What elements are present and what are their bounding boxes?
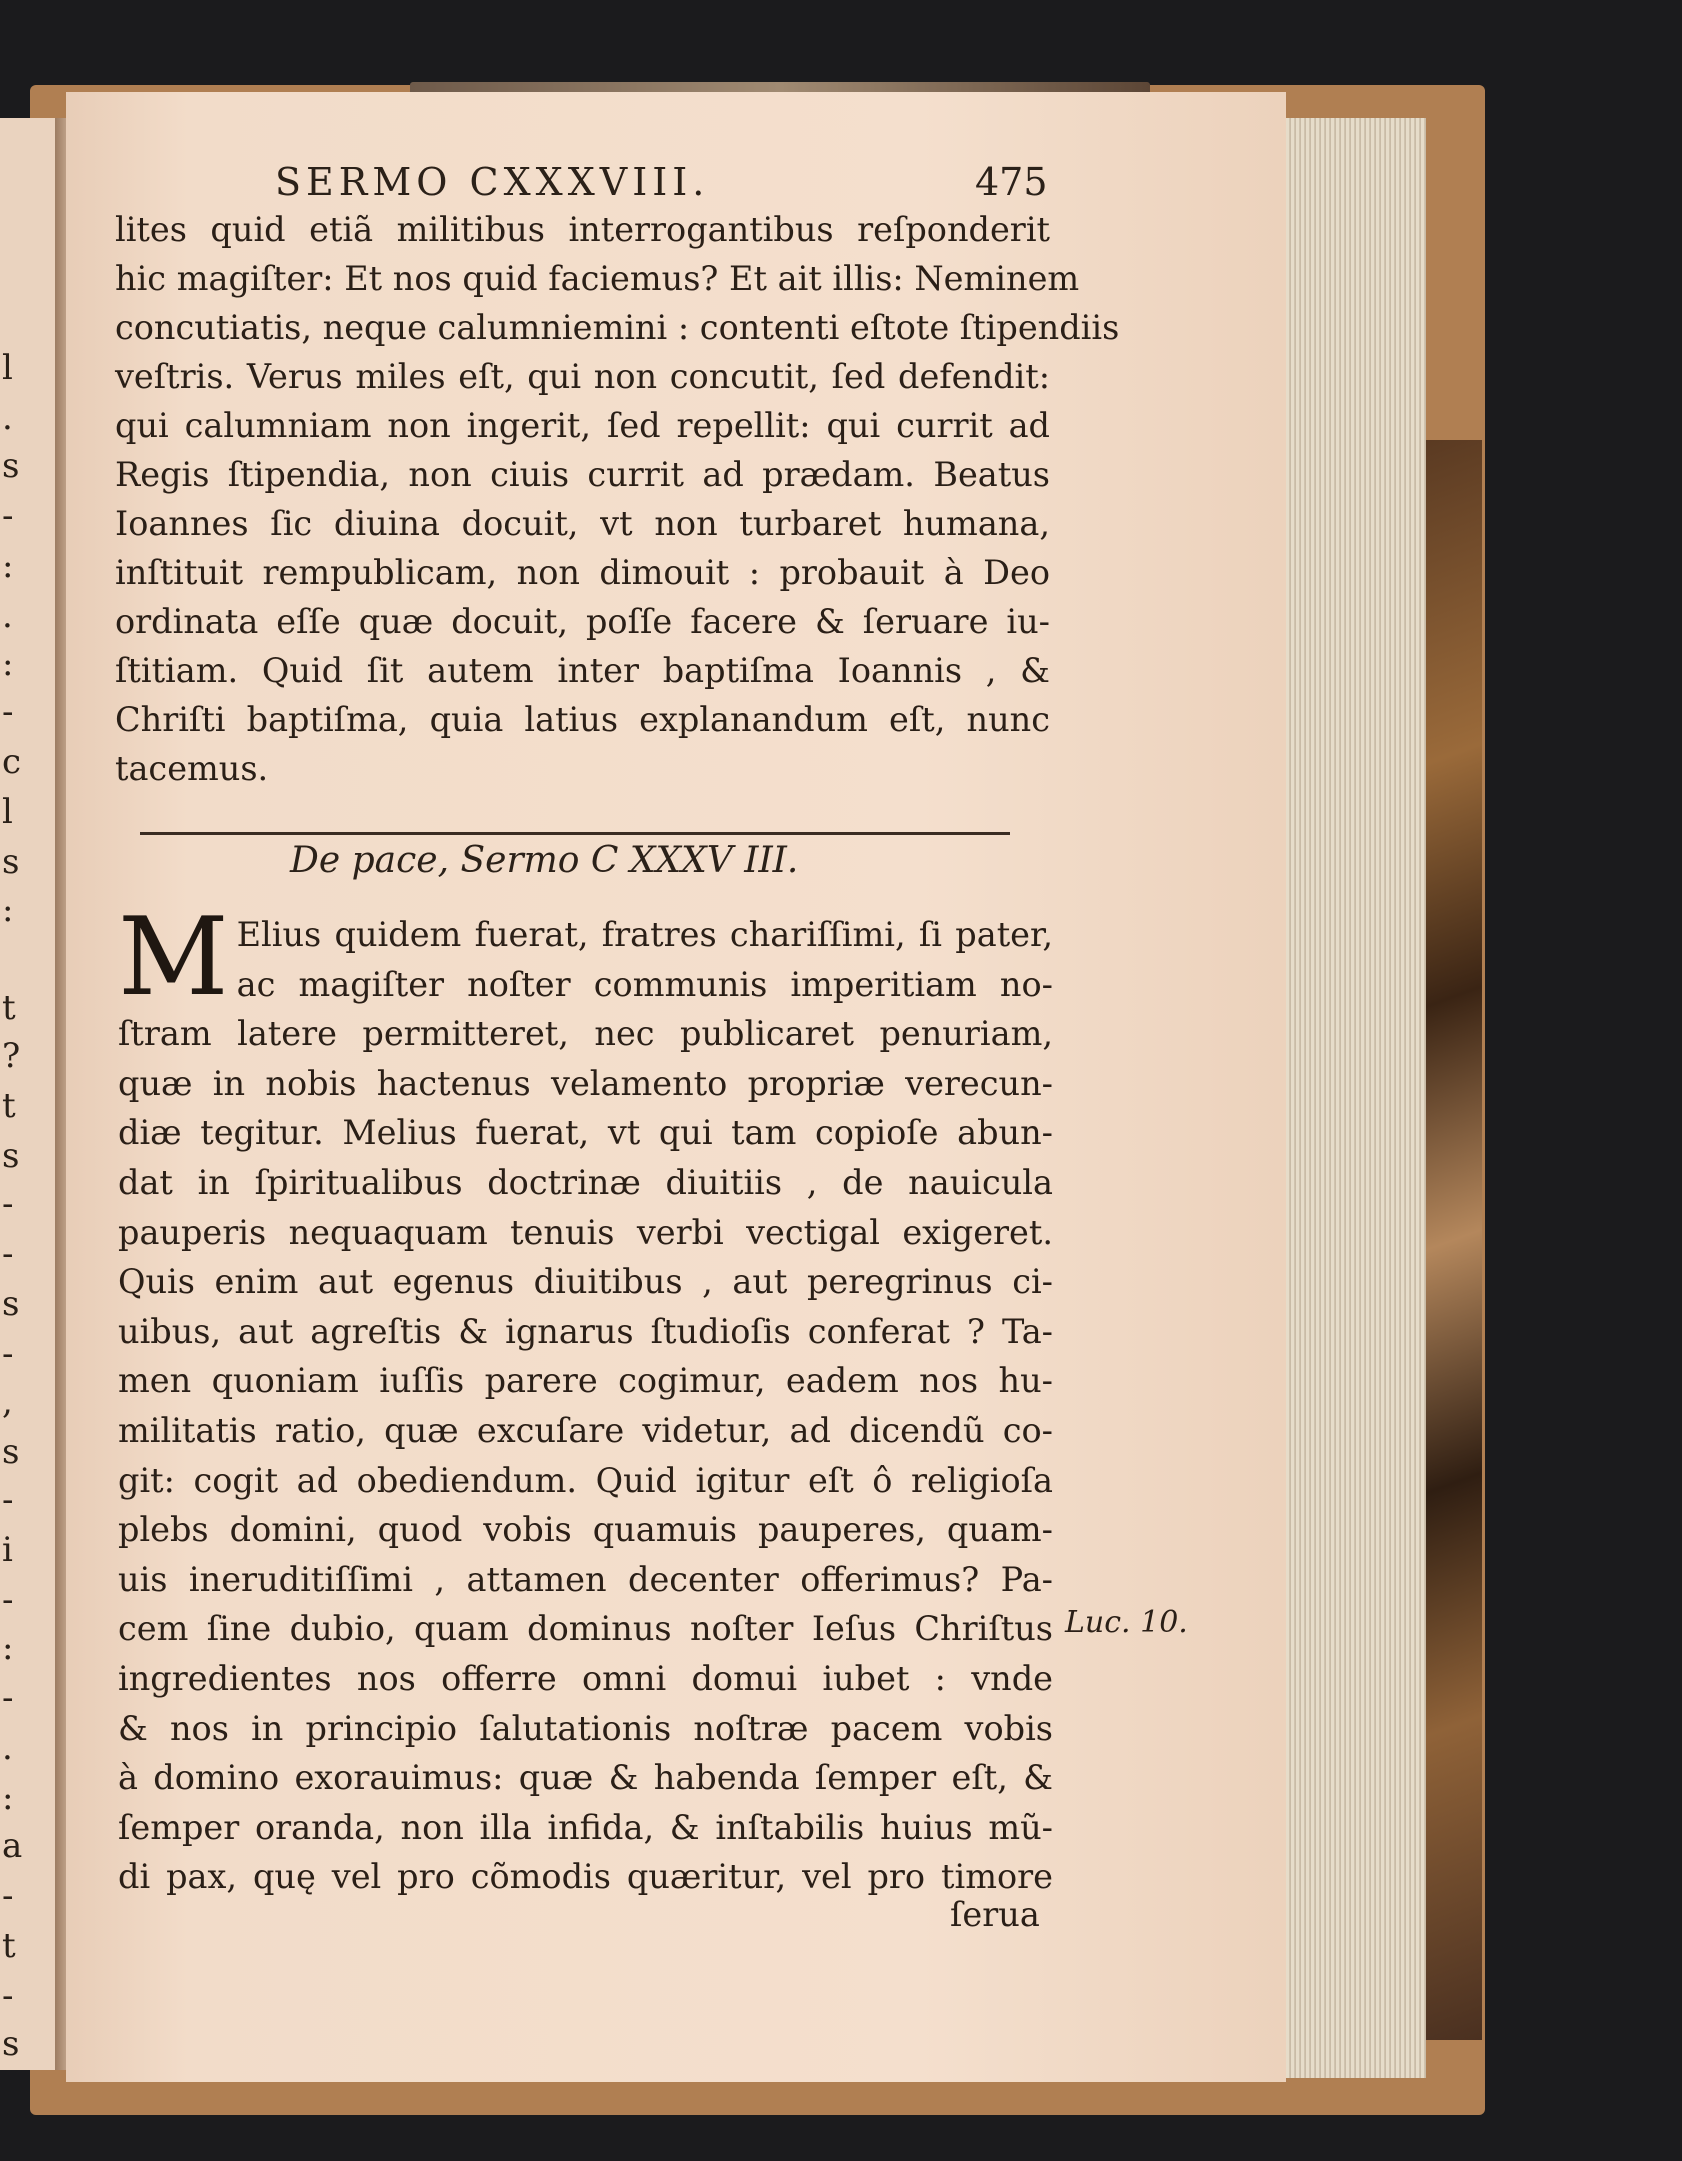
- text-line: inſtituit rempublicam, non dimouit : probauit à Deo: [115, 553, 1050, 592]
- text-line: quæ in nobis hactenus velamento propriæ verecun-: [118, 1063, 1053, 1103]
- text-line: ſemper oranda, non illa infida, & inſtabilis huius mũ-: [118, 1807, 1053, 1847]
- text-line: dat in ſpiritualibus doctrinæ diuitiis , de nauicula: [118, 1162, 1053, 1202]
- drop-cap-lines: [118, 895, 1053, 1020]
- text-line: qui calumniam non ingerit, ſed repellit: qui currit ad: [115, 406, 1050, 445]
- text-line: ac magiſter noſter communis imperitiam no-: [236, 964, 1053, 1004]
- page-block-fore-edge: [1286, 118, 1426, 2078]
- text-line: hic magiſter: Et nos quid faciemus? Et ait illis: Neminem: [115, 259, 1080, 298]
- text-line: ordinata eſſe quæ docuit, poſſe facere & ſeruare iu-: [115, 602, 1050, 641]
- text-line: cem ſine dubio, quam dominus noſter Ieſus Chriſtus: [118, 1609, 1053, 1649]
- left-page-edge: l . s - : . : - c l s : t ? t s - - s - , s - i - : - . : a - t - s: [0, 118, 62, 2070]
- text-line: militatis ratio, quæ excuſare videtur, ad dicendũ co-: [118, 1410, 1053, 1450]
- sermon-137-conclusion: [115, 205, 1120, 793]
- text-line: ſtitiam. Quid ſit autem inter baptiſma Ioannis , &: [115, 651, 1050, 690]
- marbled-endpaper: [1426, 440, 1482, 2040]
- text-line: & nos in principio ſalutationis noſtræ pacem vobis: [118, 1708, 1053, 1748]
- text-line: veſtris. Verus miles eſt, qui non concutit, ſed defendit:: [115, 357, 1050, 396]
- sermon-138-text: [118, 895, 1053, 1902]
- text-line: à domino exorauimus: quæ & habenda ſemper eſt, &: [118, 1758, 1053, 1798]
- text-line: di pax, quę vel pro cõmodis quæritur, vel pro timore: [118, 1857, 1053, 1897]
- text-line: uibus, aut agreſtis & ignarus ſtudioſis conferat ? Ta-: [118, 1311, 1053, 1351]
- margin-note: Luc. 10.: [1065, 1605, 1188, 1640]
- sermon-lines: [118, 1009, 1053, 1902]
- text-line: diæ tegitur. Melius fuerat, vt qui tam copioſe abun-: [118, 1113, 1053, 1153]
- text-line: lites quid etiã militibus interrogantibus reſponderit: [115, 210, 1050, 249]
- text-line: git: cogit ad obediendum. Quid igitur eſt ô religioſa: [118, 1460, 1053, 1500]
- running-head: SERMO CXXXVIII.: [275, 160, 710, 204]
- text-line: men quoniam iuſſis parere cogimur, eadem nos hu-: [118, 1361, 1053, 1401]
- drop-cap: M: [118, 895, 229, 1020]
- text-line: Quis enim aut egenus diuitibus , aut peregrinus ci-: [118, 1262, 1053, 1302]
- section-title: De pace, Sermo C XXXV III.: [290, 840, 799, 881]
- text-line: ſtram latere permitteret, nec publicaret penuriam,: [118, 1014, 1053, 1054]
- text-line: ingredientes nos offerre omni domui iubet : vnde: [118, 1658, 1053, 1698]
- text-line: uis ineruditiſſimi , attamen decenter offerimus? Pa-: [118, 1559, 1053, 1599]
- text-line: Elius quidem fuerat, fratres chariſſimi, ſi pater,: [236, 915, 1053, 954]
- text-line: Chriſti baptiſma, quia latius explanandum eſt, nunc: [115, 700, 1050, 739]
- section-divider-rule: [140, 832, 1010, 835]
- text-line: plebs domini, quod vobis quamuis pauperes, quam-: [118, 1510, 1053, 1550]
- text-line: tacemus.: [115, 749, 269, 788]
- text-line: concutiatis, neque calumniemini : contenti eſtote ſtipendiis: [115, 308, 1120, 347]
- catchword: ſerua: [950, 1895, 1040, 1934]
- page-number: 475: [975, 160, 1048, 204]
- text-line: Ioannes ſic diuina docuit, vt non turbaret humana,: [115, 504, 1050, 543]
- text-line: Regis ſtipendia, non ciuis currit ad prædam. Beatus: [115, 455, 1050, 494]
- text-line: pauperis nequaquam tenuis verbi vectigal exigeret.: [118, 1212, 1053, 1252]
